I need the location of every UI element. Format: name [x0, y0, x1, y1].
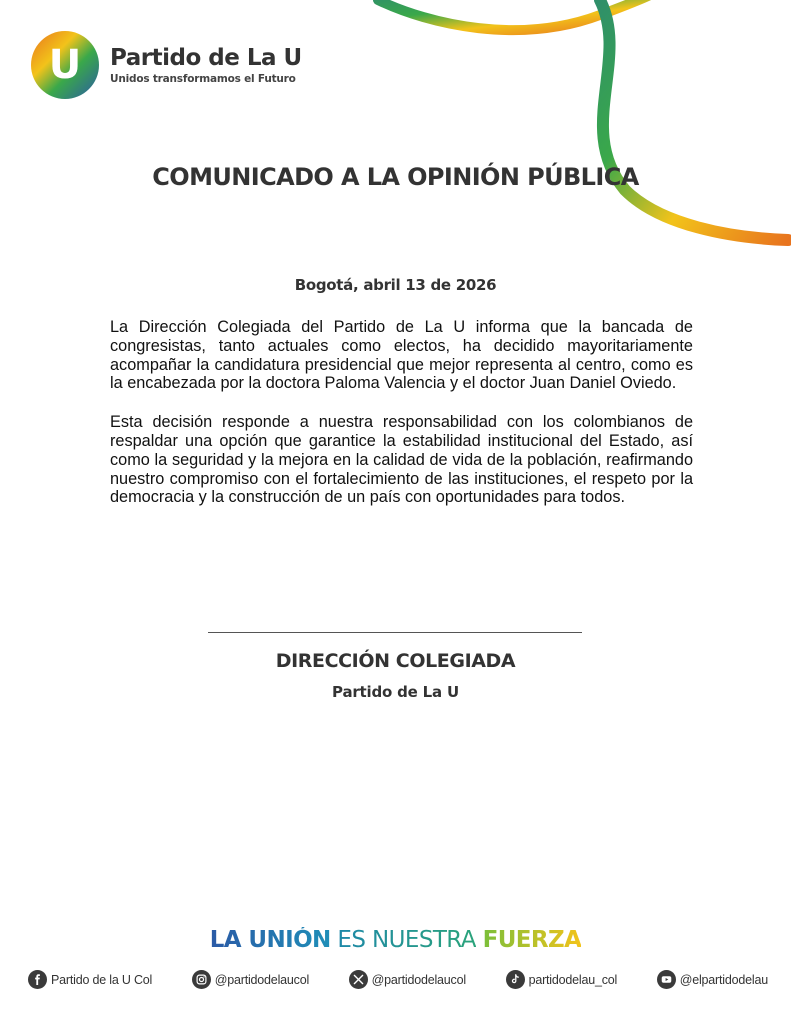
document-body: [110, 318, 693, 527]
brand-name: Partido de La U: [110, 45, 302, 71]
signature-line: [208, 632, 582, 633]
social-instagram-label: @partidodelaucol: [214, 972, 310, 987]
social-facebook[interactable]: [28, 970, 152, 989]
logo-u-icon: [30, 30, 100, 100]
signature-title: DIRECCIÓN COLEGIADA: [275, 650, 516, 672]
slogan: [0, 927, 791, 953]
x-icon: [349, 970, 368, 989]
logo-letter: U: [48, 42, 82, 88]
social-facebook-label: Partido de la U Col: [51, 972, 153, 987]
slogan-part-1: LA UNIÓN: [209, 927, 331, 953]
slogan-part-3: FUERZA: [482, 927, 582, 953]
document-date: Bogotá, abril 13 de 2026: [294, 276, 497, 294]
page-title: COMUNICADO A LA OPINIÓN PÚBLICA: [152, 163, 639, 191]
slogan-part-2: ES NUESTRA: [337, 927, 476, 953]
facebook-icon: [28, 970, 47, 989]
youtube-icon: [657, 970, 676, 989]
signature-subtitle: Partido de La U: [332, 683, 459, 701]
social-instagram[interactable]: [192, 970, 309, 989]
social-youtube[interactable]: [657, 970, 768, 989]
social-tiktok[interactable]: [506, 970, 618, 989]
paragraph-2: Esta decisión responde a nuestra responsabilidad con los colombianos de respaldar una opción que garantice la estabilidad institucional del Estado, así como la seguridad y la mejora en la calidad de vida de la población, reafirmando nuestro compromiso con el fortalecimiento de las instituciones, el respeto por la democracia y la construcción de un país con oportunidades para todos.: [110, 413, 693, 507]
party-logo: [30, 30, 302, 100]
social-x[interactable]: [349, 970, 466, 989]
paragraph-1: La Dirección Colegiada del Partido de La U informa que la bancada de congresistas, tanto actuales como electos, ha decidido mayoritariamente acompañar la candidatura presidencial que mejor representa al centro, como es la encabezada por la doctora Paloma Valencia y el doctor Juan Daniel Oviedo.: [110, 318, 693, 393]
brand-tagline: Unidos transformamos el Futuro: [110, 73, 296, 85]
social-links: [28, 970, 768, 989]
instagram-icon: [192, 970, 211, 989]
social-youtube-label: @elpartidodelau: [679, 972, 768, 987]
tiktok-icon: [506, 970, 525, 989]
social-tiktok-label: partidodelau_col: [528, 972, 618, 987]
social-x-label: @partidodelaucol: [371, 972, 466, 987]
